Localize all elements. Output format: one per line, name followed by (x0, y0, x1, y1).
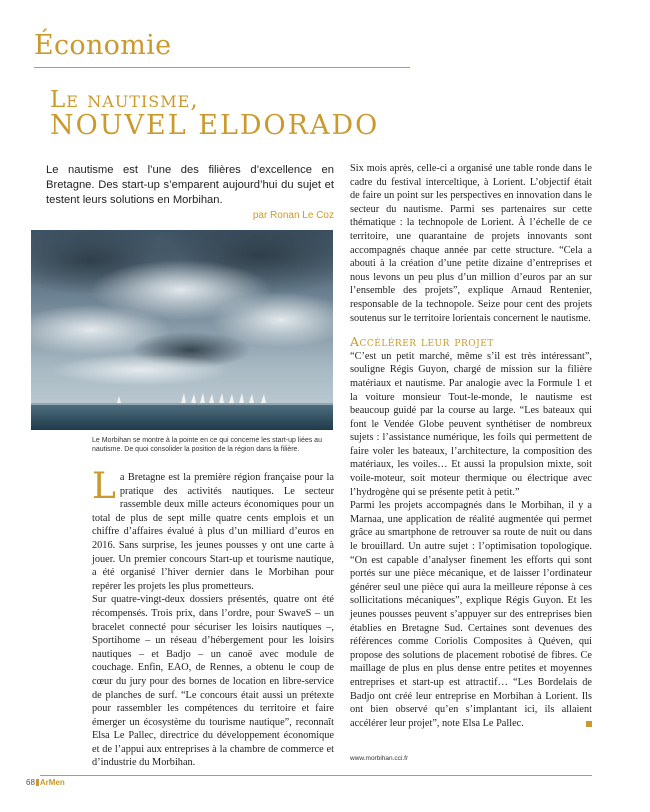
body-paragraph: Six mois après, celle-ci a organisé une table ronde dans le cadre du festival interceltique, à Lorient. L’objectif était de faire un point sur les perspectives en innovation dans le secteur du nautisme. Parmi ses partenaires sur cette thématique : la technopole de Lorient. À l’échelle de ce territoire, une quarantaine de projets innovants sont accompagnés chaque année par cette structure. “Cela a abouti à la création d’une petite dizaine d’entreprises et nous levons un peu plus d’un million d’euros par an sur l’ensemble des projets”, explique Arnaud Rentenier, responsable de la technopole. Seize pour cent des projets soutenus sur le territoire lorientais concernent le nautisme. (350, 163, 592, 324)
headline-line-1: Le nautisme, (50, 87, 199, 113)
website-link[interactable]: www.morbihan.cci.fr (350, 755, 409, 762)
body-column-left (92, 466, 334, 770)
body-paragraph (92, 466, 334, 593)
body-paragraph: “C’est un petit marché, même s’il est très intéressant”, souligne Régis Guyon, chargé de mission sur la filière matériaux et nautisme. Par analogie avec la Formule 1 et la voiture monsieur Tout-le-monde, le nautisme est beaucoup guidé par la course au large. “Les bateaux qui font le Vendée Globe peuvent synthétiser de nombreux sujets : l’assistance numérique, les foils qui permettent de faire voler les bateaux, l’architecture, la composition des matériaux, les voiles… Et aussi la propulsion mixte, soit voile-moteur, soit moteur thermique ou électrique avec l’hydrogène qui se présente petit à petit.” (350, 350, 592, 498)
magazine-name: ArMen (39, 778, 65, 787)
seascape-photo-image (31, 230, 333, 430)
section-rule (34, 67, 410, 68)
body-paragraph: Sur quatre-vingt-deux dossiers présentés, quatre ont été récompensés. Trois prix, dans l’ordre, pour SwaveS – un bracelet connecté pour sécuriser les loisirs nautiques –, Sportihome – un réseau d’hébergement pour les loisirs nautiques – et Badjo – un canoë avec module de couchage. Enfin, EAO, de Rennes, a obtenu le coup de cœur du jury pour des bornes de location en libre-service de planches de surf. “Le concours était aussi un prétexte pour rassembler les compétences du territoire et faire émerger un écosystème du tourisme nautique”, reconnaît Elsa Le Pallec, directrice du développement économique et de l’appui aux entreprises à la chambre de commerce et d’industrie du Morbihan. (92, 594, 334, 769)
footer-separator-icon (36, 779, 39, 786)
headline (50, 88, 379, 140)
footer-rule (40, 775, 592, 776)
byline: par Ronan Le Coz (252, 210, 334, 221)
subheading: Accélérer leur projet (350, 334, 494, 350)
section-title: Économie (34, 30, 172, 61)
chapo: Le nautisme est l’une des filières d’excellence en Bretagne. Des start-up s’emparent aujourd’hui du sujet et testent leurs solutions en Morbihan. (46, 164, 334, 206)
body-column-right (350, 162, 592, 730)
photo-caption: Le Morbihan se montre à la pointe en ce qui concerne les start-up liées au nautisme. De quoi consolider la position de la région dans la filière. (92, 437, 322, 453)
page-number: 68 (26, 778, 35, 787)
dropcap: L (92, 466, 116, 507)
seascape-photo (31, 230, 333, 430)
body-paragraph (350, 499, 592, 730)
footer (26, 778, 65, 787)
body-paragraph-text: a Bretagne est la première région française pour la pratique des activités nautiques. Le secteur rassemble deux mille acteurs économiques pour un total de plus de sept mille quatre cents emplois et un chiffre d’affaires évalué à plus d’un milliard d’euros en 2016. Sans surprise, les jeunes pousses y ont une carte à jouer. Un premier concours Start-up et tourisme nautique, a été organisé l’hiver dernier dans le Morbihan pour repérer les projets les plus prometteurs. (92, 472, 334, 592)
body-paragraph-text: Parmi les projets accompagnés dans le Morbihan, il y a Marnaa, une application de réalité augmentée qui permet grâce au smartphone de retrouver sa route de nuit ou dans le brouillard. Un autre sujet : l’optimisation topologique. “On est capable d’analyser finement les efforts qui sont portés sur une pièce mécanique, et de laisser l’ordinateur générer seul une pièce qui aura la meilleure réponse à ces sollicitations mécaniques”, explique Régis Guyon. Et les jeunes pousses peuvent s’appuyer sur des entreprises bien établies en Bretagne Sud. Certaines sont devenues des références comme Coriolis Composites à Quéven, qui propose des solutions de placement robotisé de fibres. Ce maillage de plus en plus dense entre petites et moyennes entreprises et start-up est attractif… “Les Bordelais de Badjo ont créé leur entreprise en Morbihan à Lorient. Ils ont bien observé qu’en s’implantant ici, ils allaient accélérer leur projet”, note Elsa Le Pallec. (350, 500, 592, 729)
end-of-article-square (586, 721, 592, 727)
headline-line-2: NOUVEL ELDORADO (50, 110, 380, 142)
